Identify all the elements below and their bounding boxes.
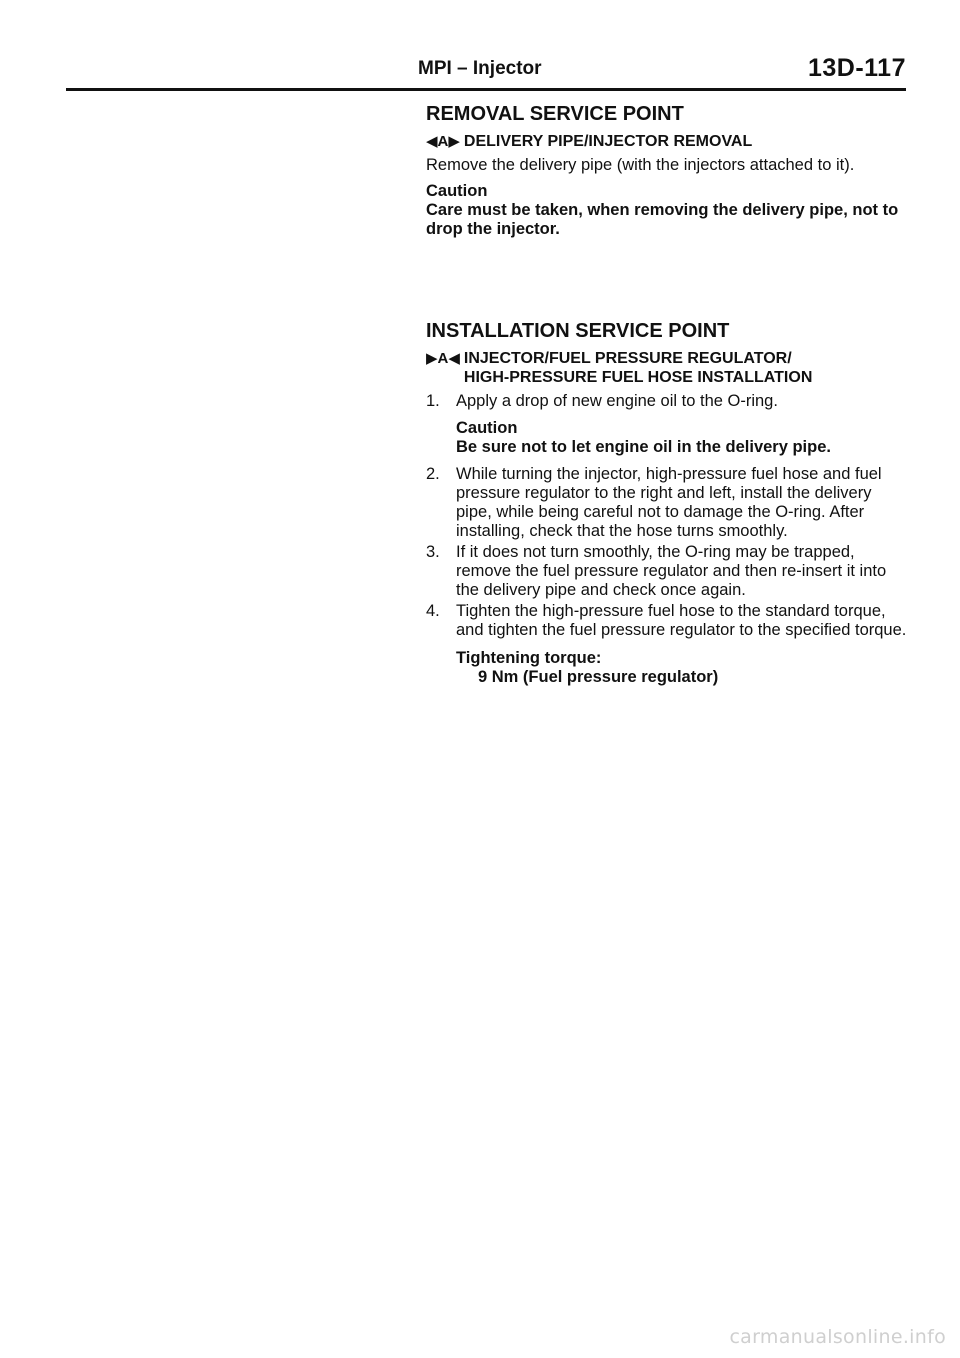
step-number: 4. — [426, 602, 440, 620]
removal-section-title: REMOVAL SERVICE POINT — [426, 103, 684, 125]
removal-heading — [426, 132, 908, 151]
section-spacer — [426, 239, 908, 319]
page-content — [426, 102, 908, 689]
removal-heading-text: DELIVERY PIPE/INJECTOR REMOVAL — [463, 133, 753, 150]
section-title: MPI – Injector — [418, 58, 542, 79]
removal-caution-text: Care must be taken, when removing the delivery pipe, not to drop the injector. — [426, 201, 899, 238]
installation-heading — [426, 349, 908, 387]
step-caution-label: Caution — [456, 419, 518, 437]
page-number: 13D-117 — [807, 54, 906, 82]
removal-text: Remove the delivery pipe (with the injectors attached to it). — [426, 156, 855, 174]
installation-heading-line2: HIGH-PRESSURE FUEL HOSE INSTALLATION — [463, 369, 813, 386]
step-text: Tighten the high-pressure fuel hose to the standard torque, and tighten the fuel pressure regulator to the specified torque. — [456, 602, 907, 639]
list-item — [426, 602, 908, 687]
removal-caution-label: Caution — [426, 182, 488, 200]
step-text: Apply a drop of new engine oil to the O-ring. — [456, 392, 778, 410]
step-number: 2. — [426, 465, 440, 483]
header-rule — [66, 88, 906, 91]
tightening-torque — [456, 649, 908, 687]
installation-marker: ▶A◀ — [426, 350, 460, 367]
installation-heading-text — [464, 349, 812, 387]
step-text: If it does not turn smoothly, the O-ring may be trapped, remove the fuel pressure regulator and then re-insert it into the delivery pipe and check once again. — [456, 543, 887, 599]
step-number: 1. — [426, 392, 440, 410]
step-number: 3. — [426, 543, 440, 561]
page-header — [0, 56, 960, 86]
list-item — [426, 543, 908, 600]
torque-value: 9 Nm (Fuel pressure regulator) — [478, 668, 719, 686]
step-caution — [456, 419, 908, 457]
installation-section-title: INSTALLATION SERVICE POINT — [426, 320, 730, 342]
watermark: carmanualsonline.info — [729, 1326, 946, 1348]
step-caution-text: Be sure not to let engine oil in the delivery pipe. — [456, 438, 831, 456]
torque-label: Tightening torque: — [456, 649, 602, 667]
removal-marker: ◀A▶ — [426, 133, 460, 150]
step-text: While turning the injector, high-pressure fuel hose and fuel pressure regulator to the right and left, install the delivery pipe, while being careful not to damage the O-ring. After installing, check that the hose turns smoothly. — [456, 465, 882, 540]
list-item — [426, 392, 908, 457]
list-item — [426, 465, 908, 541]
installation-steps — [426, 392, 908, 687]
installation-heading-line1: INJECTOR/FUEL PRESSURE REGULATOR/ — [463, 350, 792, 367]
